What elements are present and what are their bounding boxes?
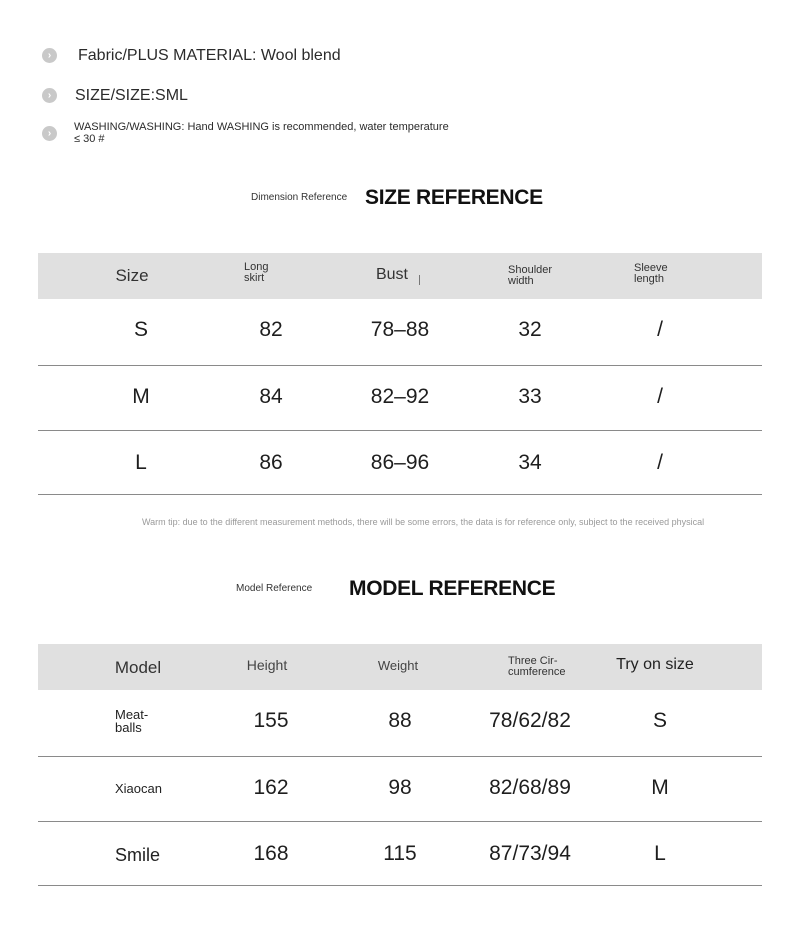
header-sleeve-line1: Sleeve	[634, 262, 668, 274]
cell-bust: 82–92	[370, 385, 430, 408]
cell-long-skirt: 86	[259, 451, 283, 474]
divider	[419, 275, 420, 285]
size-table-header	[38, 253, 762, 299]
cell-long-skirt: 84	[259, 385, 283, 408]
row-divider	[38, 885, 762, 886]
header-shoulder-line1: Shoulder	[508, 264, 553, 276]
chevron-right-icon: ›	[42, 126, 57, 141]
header-model: Model	[114, 658, 162, 677]
header-bust: Bust	[375, 266, 408, 283]
header-circ-line1: Three Cir-	[508, 655, 558, 667]
model-table-header	[38, 644, 762, 690]
cell-model: Xiaocan	[115, 781, 162, 796]
header-weight: Weight	[377, 658, 419, 673]
cell-try-on-size: L	[654, 842, 666, 865]
header-shoulder-line2: width	[508, 275, 534, 287]
chevron-right-icon: ›	[42, 88, 57, 103]
cell-weight: 98	[388, 776, 412, 799]
row-divider	[38, 430, 762, 431]
washing-info-line1: WASHING/WASHING: Hand WASHING is recommended, water temperature	[74, 121, 449, 133]
header-height: Height	[246, 657, 288, 673]
cell-sleeve: /	[657, 385, 663, 408]
row-divider	[38, 365, 762, 366]
cell-shoulder: 32	[518, 318, 542, 341]
cell-size: L	[135, 451, 147, 474]
cell-sleeve: /	[657, 318, 663, 341]
header-long-skirt	[244, 262, 268, 284]
cell-circumference: 82/68/89	[489, 776, 571, 799]
header-long-skirt-line2: skirt	[244, 272, 265, 284]
cell-try-on-size: S	[652, 709, 667, 732]
model-reference-label: Model Reference	[236, 583, 313, 594]
cell-try-on-size: M	[651, 776, 669, 799]
warm-tip: Warm tip: due to the different measurement methods, there will be some errors, the data is for reference only, subject to the received physical	[142, 517, 705, 527]
cell-circumference: 87/73/94	[489, 842, 571, 865]
cell-sleeve: /	[657, 451, 663, 474]
header-sleeve-line2: length	[634, 273, 664, 285]
cell-size: M	[132, 385, 150, 408]
cell-height: 155	[253, 709, 289, 732]
cell-shoulder: 33	[518, 385, 542, 408]
cell-circumference: 78/62/82	[489, 709, 571, 732]
cell-height: 162	[253, 776, 289, 799]
cell-weight: 115	[383, 842, 417, 865]
header-shoulder-width	[508, 265, 552, 287]
header-circ-line2: cumference	[508, 666, 566, 678]
row-divider	[38, 494, 762, 495]
row-divider	[38, 821, 762, 822]
cell-shoulder: 34	[518, 451, 542, 474]
cell-size: S	[133, 318, 148, 341]
cell-bust: 78–88	[370, 318, 430, 341]
cell-long-skirt: 82	[259, 318, 283, 341]
cell-height: 168	[253, 842, 289, 865]
header-sleeve-length	[634, 263, 668, 285]
header-long-skirt-line1: Long	[244, 261, 269, 273]
dimension-reference-label: Dimension Reference	[251, 192, 348, 203]
row-divider	[38, 756, 762, 757]
model-reference-title: MODEL REFERENCE	[349, 577, 556, 600]
header-three-circumference	[508, 656, 565, 678]
washing-info	[74, 121, 449, 145]
cell-model: Smile	[115, 845, 161, 865]
header-size: Size	[115, 266, 149, 285]
washing-info-line2: ≤ 30 #	[74, 133, 105, 145]
cell-model-line1: Meat-	[115, 707, 149, 722]
size-info: SIZE/SIZE:SML	[75, 87, 188, 104]
cell-model-line2: balls	[115, 720, 142, 735]
fabric-info: Fabric/PLUS MATERIAL: Wool blend	[78, 47, 341, 64]
cell-weight: 88	[388, 709, 412, 732]
cell-bust: 86–96	[370, 451, 430, 474]
cell-model	[115, 708, 148, 734]
header-try-on-size: Try on size	[616, 656, 694, 673]
chevron-right-icon: ›	[42, 48, 57, 63]
size-reference-title: SIZE REFERENCE	[365, 186, 543, 209]
